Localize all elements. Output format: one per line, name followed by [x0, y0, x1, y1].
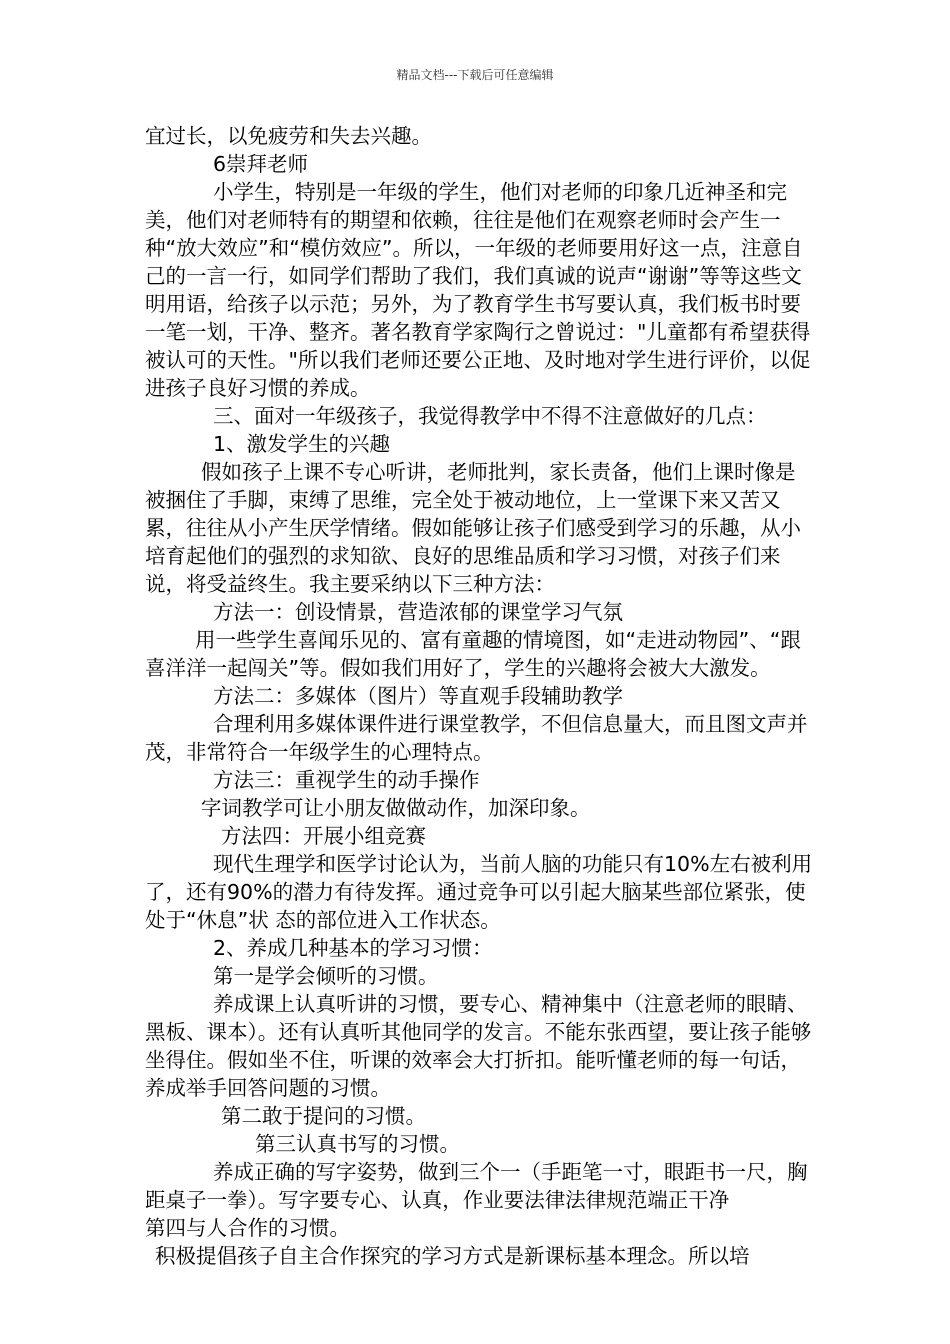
paragraph: 假如孩子上课不专心听讲，老师批判，家长责备，他们上课时像是被捆住了手脚，束缚了思维，完全处于被动地位，上一堂课下来又苦又累，往往从小产生厌学情绪。假如能够让孩子们感受到学习的乐趣，从小培育起他们的强烈的求知欲、良好的思维品质和学习习惯，对孩子们来说，将受益终生。我主要采纳以下三种方法： [145, 460, 801, 596]
section-heading: 方法三：重视学生的动手操作 [213, 768, 480, 792]
section-heading: 6崇拜老师 [213, 152, 309, 176]
section-heading: 2、养成几种基本的学习习惯： [213, 936, 493, 960]
paragraph: 合理利用多媒体课件进行课堂教学，不但信息量大，而且图文声并茂，非常符合一年级学生的心理特点。 [145, 712, 808, 764]
section-heading: 1、激发学生的兴趣 [213, 432, 391, 456]
section-heading: 第一是学会倾听的习惯。 [213, 964, 439, 988]
section-heading: 方法二：多媒体（图片）等直观手段辅助教学 [213, 684, 623, 708]
page-header: 精品文档---下载后可任意编辑 [396, 68, 554, 82]
paragraph: 积极提倡孩子自主合作探究的学习方式是新课标基本理念。所以培 [155, 1244, 750, 1268]
paragraph: 字词教学可让小朋友做做动作，加深印象。 [201, 796, 591, 820]
section-heading: 三、面对一年级孩子，我觉得教学中不得不注意做好的几点： [213, 404, 767, 428]
paragraph: 小学生，特别是一年级的学生，他们对老师的印象几近神圣和完美，他们对老师特有的期望和依赖，往往是他们在观察老师时会产生一种“放大效应”和“模仿效应”。所以，一年级的老师要用好这一点，注意自己的一言一行，如同学们帮助了我们，我们真诚的说声“谢谢”等等这些文明用语，给孩子以示范；另外，为了教育学生书写要认真，我们板书时要一笔一划，干净、整齐。著名教育学家陶行之曾说过："儿童都有希望获得被认可的天性。"所以我们老师还要公正地、及时地对学生进行评价，以促进孩子良好习惯的养成。 [145, 180, 811, 400]
section-heading: 第三认真书写的习惯。 [255, 1132, 460, 1156]
paragraph: 宜过长，以免疲劳和失去兴趣。 [145, 124, 432, 148]
paragraph: 养成正确的写字姿势，做到三个一（手距笔一寸，眼距书一尺，胸距桌子一拳）。写字要专心、认真，作业要法律法律规范端正干净 [145, 1160, 808, 1212]
section-heading: 第二敢于提问的习惯。 [221, 1104, 426, 1128]
document-body [145, 122, 815, 1270]
paragraph: 养成课上认真听讲的习惯，要专心、精神集中（注意老师的眼睛、黑板、课本）。还有认真听其他同学的发言。不能东张西望，要让孩子能够坐得住。假如坐不住，听课的效率会大打折扣。能听懂老师的每一句话，养成举手回答问题的习惯。 [145, 992, 812, 1100]
paragraph: 现代生理学和医学讨论认为，当前人脑的功能只有10%左右被利用了，还有90%的潜力有待发挥。通过竞争可以引起大脑某些部位紧张，使处于“休息”状 态的部位进入工作状态。 [145, 852, 813, 932]
section-heading: 第四与人合作的习惯。 [145, 1216, 350, 1240]
paragraph: 用一些学生喜闻乐见的、富有童趣的情境图，如“走进动物园”、“跟喜洋洋一起闯关”等。假如我们用好了，学生的兴趣将会被大大激发。 [145, 628, 801, 680]
section-heading: 方法一：创设情景，营造浓郁的课堂学习气氛 [213, 600, 623, 624]
section-heading: 方法四：开展小组竞赛 [221, 824, 426, 848]
